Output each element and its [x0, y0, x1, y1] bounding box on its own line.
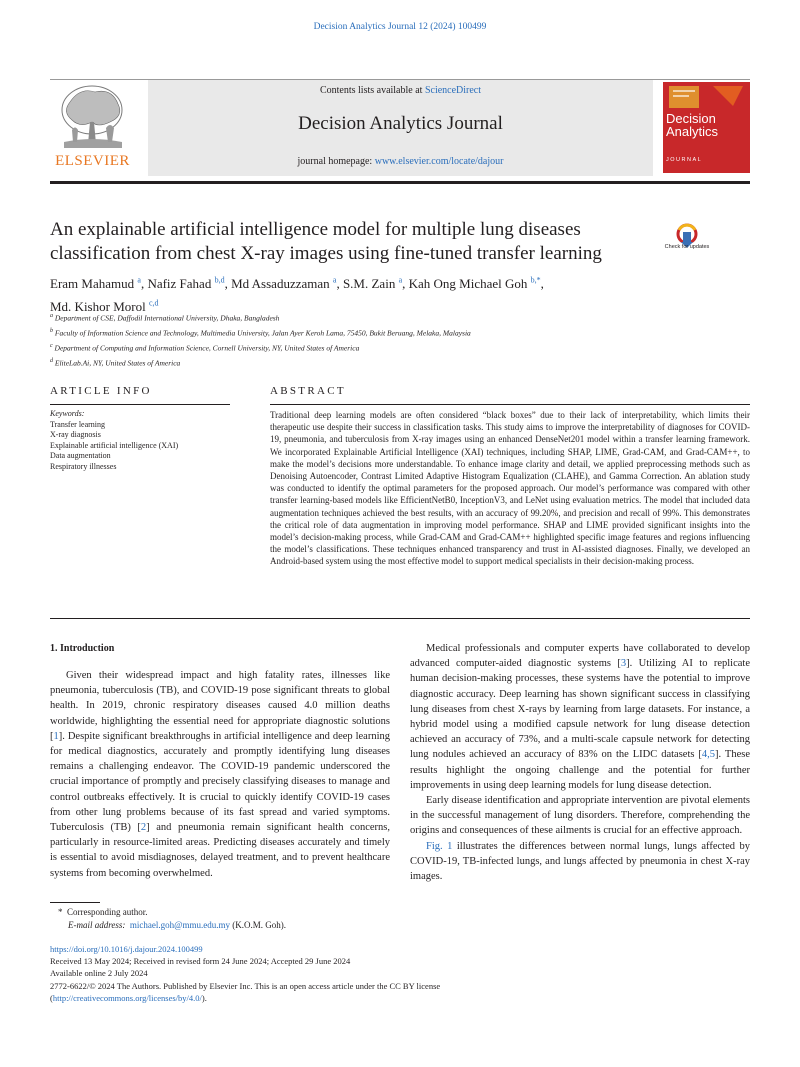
intro-paragraph-1 [50, 668, 390, 881]
affiliation [50, 340, 750, 355]
affiliation [50, 355, 750, 370]
intro-paragraph-2 [410, 641, 750, 793]
para-text: Medical professionals and computer experts have collaborated to develop advanced computer-aided diagnostic systems [ [410, 643, 750, 670]
author-name: Kah Ong Michael Goh [408, 276, 528, 292]
author[interactable] [231, 276, 343, 291]
abstract-bottom-rule [50, 618, 750, 619]
para-text: illustrates the differences between normal lungs, lungs affected by COVID-19, TB-infected lungs, and lungs affected by pneumonia in chest X-ray images. [410, 840, 750, 883]
keyword: X-ray diagnosis [50, 430, 101, 439]
figure-link[interactable]: Fig. 1 [426, 840, 453, 852]
affiliation-mark: b [50, 328, 53, 334]
email-link[interactable]: michael.goh@mmu.edu.my [129, 920, 230, 930]
license-text: 2772-6622/© 2024 The Authors. Published by Elsevier Inc. This is an open access article under the CC BY license [50, 980, 441, 991]
affiliation-text: EliteLab.Ai, NY, United States of America [54, 358, 181, 368]
author-name: Md. Kishor Morol [50, 298, 146, 314]
footnote-star: * [58, 907, 63, 917]
available-date: Available online 2 July 2024 [50, 968, 148, 979]
intro-paragraph-4 [410, 839, 750, 885]
homepage-link[interactable]: www.elsevier.com/locate/dajour [374, 156, 504, 167]
affiliation-mark: a [50, 313, 53, 319]
email-suffix: (K.O.M. Goh). [229, 920, 286, 930]
received-dates: Received 13 May 2024; Received in revised form 24 June 2024; Accepted 29 June 2024 [50, 956, 351, 967]
citation-link[interactable]: 2 [140, 822, 147, 834]
keywords-label: Keywords: [50, 409, 85, 418]
keyword: Respiratory illnesses [50, 461, 117, 471]
citation-link[interactable]: 3 [620, 658, 627, 670]
author-affiliation-mark[interactable]: c,d [148, 298, 159, 308]
article-title: An explainable artificial intelligence model for multiple lung diseases classification from chest X-ray images using fine-tuned transfer learning [50, 219, 602, 264]
header-divider [50, 181, 750, 184]
email-line [50, 919, 450, 932]
author[interactable] [50, 276, 147, 291]
elsevier-wordmark: ELSEVIER [55, 153, 130, 169]
license-close: ). [201, 992, 207, 1003]
corresponding-label: Corresponding author. [67, 907, 148, 917]
affiliation-text: Faculty of Information Science and Technology, Multimedia University, Jalan Ayer Keroh Lama, 75450, Bukit Beruang, Melaka, Malaysia [54, 328, 471, 338]
author-affiliation-mark[interactable]: a [398, 276, 403, 285]
abstract-text: Traditional deep learning models are often considered “black boxes” due to their lack of interpretability, which limits their therapeutic use despite their success in classification tasks. This study aims to improve the interpretability of diagnoses for COVID-19, pneumonia, and tuberculosis from X-ray images using an enhanced DenseNet201 model within a transfer learning framework. We incorporated Explainable Artificial Intelligence (XAI) techniques, including SHAP, LIME, Grad-CAM, and Grad-CAM++, to make the model’s decisions more understandable. To enhance image clarity and detail, we applied preprocessing methods such as Denoising Autoencoder, Contrast Limited Adaptive Histogram Equalization (CLAHE), and Gamma Correction. An ablation study was conducted to identify the optimal parameters for the proposed approach. Our model’s performance was compared with other transfer learning-based models like EfficientNetB0, InceptionV3, and LeNet using evaluation metrics. The model that included data augmentation techniques achieved the best results, with an accuracy of 99.20%, and precision and recall of 99%. This demonstrates the critical role of data augmentation in improving model performance. SHAP and LIME provided significant insights into the model’s decision-making process, while Grad-CAM and Grad-CAM++ highlighted specific image features and regions influencing the model’s classifications. These techniques enhanced transparency and trust in AI-assisted diagnoses. Finally, we developed an Android-based system using the most effective model to support medical specialists in their decision-making process. [270, 410, 750, 567]
cover-subtitle: JOURNAL [666, 157, 703, 163]
affiliation [50, 310, 750, 325]
keyword: Transfer learning [50, 419, 106, 429]
keywords-block [50, 409, 250, 472]
check-for-updates-icon[interactable] [667, 222, 707, 262]
footnote [50, 906, 450, 932]
author[interactable] [343, 276, 409, 291]
homepage-line [148, 156, 653, 167]
author-name: Nafiz Fahad [147, 276, 212, 292]
affiliation-mark: d [50, 358, 53, 364]
cover-title-line1: Decision [666, 111, 716, 126]
para-text: ]. Despite significant breakthroughs in artificial intelligence and deep learning for medical diagnostics, accurately and promptly identifying lung diseases remains a challenging endeavor. The COVID-19 pandemic underscored the crucial importance of promptly and precisely classifying diseases to manage and control outbreaks effectively. It is crucial to quickly identify COVID-19 cases from other lung problems because of its fast spread and varied symptoms. Tuberculosis (TB) [ [50, 730, 390, 834]
abstract-heading: ABSTRACT [270, 385, 346, 397]
affiliation-mark: c [50, 343, 53, 349]
email-label: E-mail address: [68, 920, 126, 930]
intro-paragraph-3: Early disease identification and appropriate intervention are pivotal elements in the successful management of lung disorders. Therefore, comprehending the origins and consequences of these ailments is crucial for an effective approach. [410, 795, 750, 837]
citation-link[interactable]: 1 [53, 730, 59, 742]
para-text: ]. These results highlight the ongoing challenge and the potential for further improvements in using deep learning models for lung disease detection. [410, 749, 750, 791]
author[interactable] [147, 276, 231, 291]
sciencedirect-link[interactable]: ScienceDirect [424, 85, 482, 96]
author-list [50, 271, 750, 316]
author-affiliation-mark[interactable]: a [332, 276, 337, 285]
author-name: Eram Mahamud [50, 276, 135, 292]
doi-link[interactable]: https://doi.org/10.1016/j.dajour.2024.100499 [50, 944, 203, 954]
footnote-rule [50, 902, 100, 903]
para-text: ] and pneumonia remain significant health concerns, particularly in resource-limited areas. Predicting diseases accurately and timely is essential to avoid misdiagnoses, delayed treatment, and to prevent healthcare systems from becoming overwhelmed. [50, 822, 390, 879]
intro-left-column [50, 668, 390, 881]
intro-right-column [410, 641, 750, 884]
abstract-rule [270, 404, 750, 405]
author-separator: , [336, 276, 343, 292]
section-heading-introduction: 1. Introduction [50, 643, 115, 654]
affiliation-list [50, 310, 750, 370]
author-separator: , [224, 276, 232, 292]
author-name: S.M. Zain [342, 276, 396, 292]
author-separator: , [140, 276, 148, 292]
cover-title [666, 112, 750, 138]
article-footer [50, 943, 750, 1004]
affiliation-text: Department of Computing and Information Science, Cornell University, NY, United States of America [54, 343, 360, 353]
journal-reference[interactable]: Decision Analytics Journal 12 (2024) 100499 [313, 22, 487, 32]
contents-prefix: Contents lists available at [319, 85, 425, 96]
author-name: Md Assaduzzaman [231, 276, 330, 292]
homepage-prefix: journal homepage: [297, 156, 375, 167]
affiliation [50, 325, 750, 340]
affiliation-text: Department of CSE, Daffodil International University, Dhaka, Bangladesh [54, 313, 280, 323]
para-text: ]. Utilizing AI to replicate human decision-making processes, these systems have the potential to improve diagnostic accuracy. Deep learning has shown significant success in classifying lung diseases from chest X-rays by learning from large datasets. For instance, a hybrid model using a modified capsule network for lung disease detection achieved an accuracy of 73%, and a multi-scale capsule network for detecting lung nodules achieved an accuracy of 83% on the LIDC datasets [ [410, 658, 750, 761]
keyword: Explainable artificial intelligence (XAI) [50, 440, 179, 450]
author-affiliation-mark[interactable]: b,d [214, 276, 225, 285]
article-info-heading: ARTICLE INFO [50, 385, 152, 397]
corresponding-author-note [50, 906, 450, 919]
article-info-rule [50, 404, 230, 405]
license-url-line: (http://creativecommons.org/licenses/by/4.0/). [50, 992, 207, 1003]
author-affiliation-mark[interactable]: a [137, 276, 141, 285]
check-for-updates-label[interactable]: Check for updates [664, 244, 710, 250]
author-affiliation-mark[interactable]: b,* [530, 276, 541, 285]
contents-line [148, 85, 653, 96]
citation-link[interactable]: 4,5 [701, 749, 716, 761]
para-text: Given their widespread impact and high fatality rates, illnesses like pneumonia, tuberculosis (TB), and COVID-19 pose significant threats to global health. In 2019, chronic respiratory diseases caused 4.0 million deaths worldwide, highlighting the essential need for appropriate diagnostic solutions [ [50, 670, 390, 742]
journal-name: Decision Analytics Journal [298, 113, 503, 134]
author-separator: , [540, 276, 544, 292]
license-link[interactable]: http://creativecommons.org/licenses/by/4.0/ [52, 992, 202, 1003]
author[interactable] [409, 276, 544, 291]
author-separator: , [402, 276, 409, 292]
cover-title-line2: Analytics [666, 124, 719, 139]
keyword-list [50, 420, 250, 473]
keyword: Data augmentation [50, 451, 111, 460]
